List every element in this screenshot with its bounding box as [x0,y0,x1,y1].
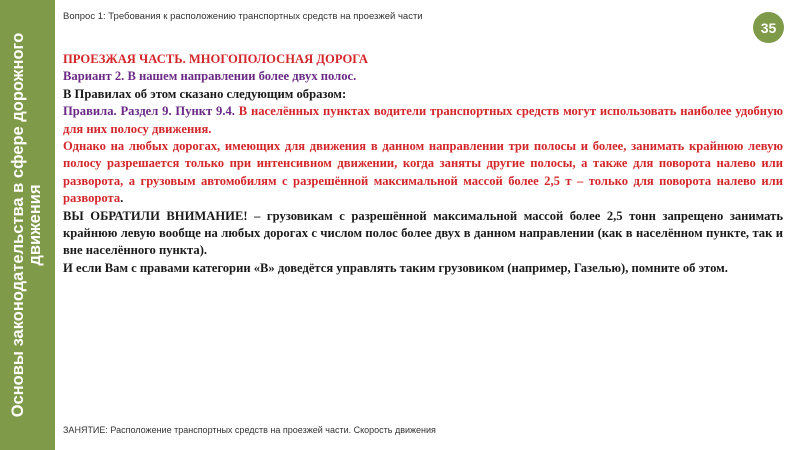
rule-text-1: В населённых пунктах водители транспортных средств могут использовать наиболее удобную для них полосу движения. [63,104,783,136]
slide-number-badge: 35 [753,12,784,43]
question-title: Вопрос 1: Требования к расположению транспортных средств на проезжей части [63,11,423,22]
intro-line: В Правилах об этом сказано следующим образом: [63,86,347,101]
sidebar [0,0,55,450]
sidebar-title: Основы законодательства в сфере дорожного движения [9,32,44,418]
closing-paragraph: И если Вам с правами категории «В» доведётся управлять таким грузовиком (например, Газелью), помните об этом. [63,260,728,275]
section-heading: ПРОЕЗЖАЯ ЧАСТЬ. МНОГОПОЛОСНАЯ ДОРОГА [63,52,368,66]
variant-line: Вариант 2. В нашем направлении более двух полос. [63,69,357,84]
lesson-footer: ЗАНЯТИЕ: Расположение транспортных средств на проезжей части. Скорость движения [63,425,436,435]
rule-reference: Правила. Раздел 9. Пункт 9.4. [63,104,235,119]
slide-content [63,51,783,277]
rule-text-2-end: . [120,191,124,206]
rule-paragraph [63,103,783,138]
attention-paragraph: ВЫ ОБРАТИЛИ ВНИМАНИЕ! – грузовикам с разрешённой максимальной массой более 2,5 тонн запрещено занимать крайнюю левую вообще на любых дорогах с числом полос более двух в данном направлении (как в населённом пункте, так и вне населённого пункта). [63,208,783,258]
rule-paragraph-2 [63,138,783,208]
rule-text-2: Однако на любых дорогах, имеющих для движения в данном направлении три полосы и более, занимать крайнюю левую полосу разрешается только при интенсивном движении, когда заняты другие полосы, а также для поворота налево или разворота, а грузовым автомобилям с разрешённой максимальной массой более 2,5 т – только для поворота налево или разворота [63,139,783,206]
